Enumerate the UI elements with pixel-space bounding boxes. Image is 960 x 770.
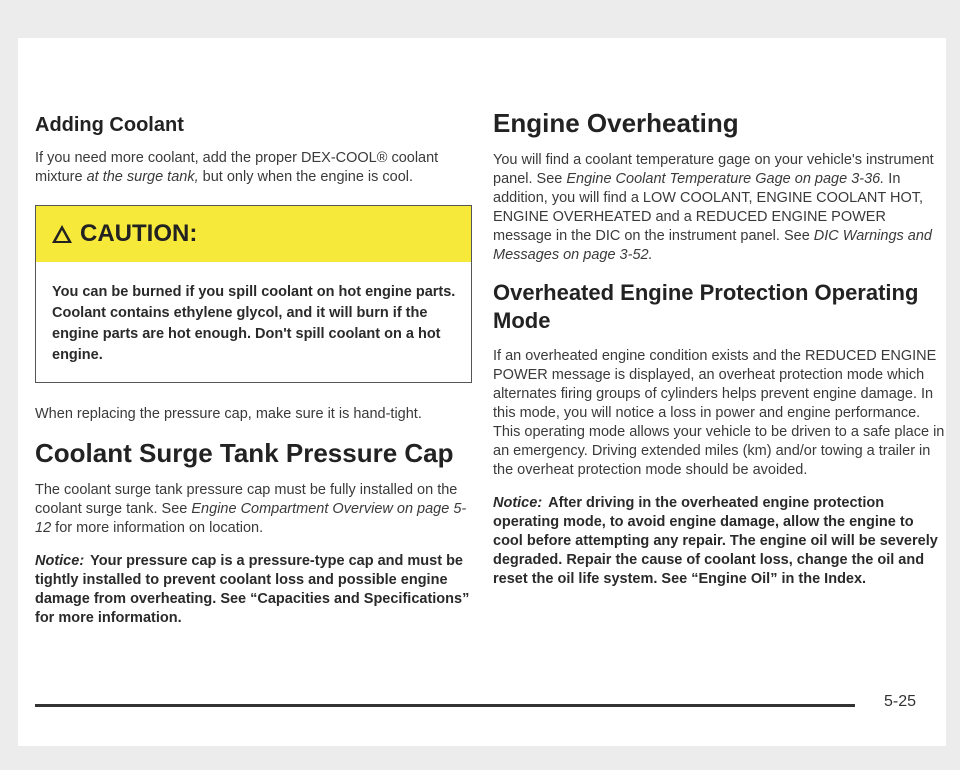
adding-coolant-paragraph: If you need more coolant, add the proper DEX-COOL® coolant mixture at the surge tank, but only when the engine is cool. xyxy=(35,150,439,185)
warning-triangle-icon xyxy=(52,225,72,243)
replace-cap-paragraph: When replacing the pressure cap, make sure it is hand-tight. xyxy=(35,406,422,422)
protection-mode-heading: Overheated Engine Protection Operating Mode xyxy=(493,280,919,333)
overheat-notice: Notice: After driving in the overheated engine protection operating mode, to avoid engine damage, allow the engine to cool before attempting any repair. The engine oil will be severely degraded. Repair the cause of coolant loss, change the oil and reset the oil life system. See “Engine Oil” in the Index. xyxy=(493,495,938,587)
pressure-cap-paragraph: The coolant surge tank pressure cap must be fully installed on the coolant surge tank. See Engine Compartment Overview on page 5-12 for more information on location. xyxy=(35,482,467,536)
engine-overheating-paragraph: You will find a coolant temperature gage on your vehicle's instrument panel. See Engine Coolant Temperature Gage on page 3-36. In addition, you will find a LOW COOLANT, ENGINE COOLANT HOT, ENGINE OVERHEATED and a REDUCED ENGINE POWER message in the DIC on the instrument panel. See DIC Warnings and Messages on page 3-52. xyxy=(493,152,934,263)
pressure-cap-notice: Notice: Your pressure cap is a pressure-type cap and must be tightly installed to prevent coolant loss and possible engine damage from overheating. See “Capacities and Specifications” for more information. xyxy=(35,553,470,626)
caution-header xyxy=(36,206,471,262)
protection-mode-paragraph: If an overheated engine condition exists and the REDUCED ENGINE POWER message is displayed, an overheat protection mode which alternates firing groups of cylinders helps prevent engine damage. In this mode, you will notice a loss in power and engine performance. This operating mode allows your vehicle to be driven to a safe place in an emergency. Driving extended miles (km) and/or towing a trailer in the overheat protection mode should be avoided. xyxy=(493,348,945,478)
caution-text: You can be burned if you spill coolant on hot engine parts. Coolant contains ethylene glycol, and it will burn if the engine parts are hot enough. Don't spill coolant on a hot engine. xyxy=(52,284,456,363)
pressure-cap-heading: Coolant Surge Tank Pressure Cap xyxy=(35,438,454,468)
page-number: 5-25 xyxy=(884,693,917,710)
manual-page xyxy=(18,38,946,746)
engine-overheating-heading: Engine Overheating xyxy=(493,108,739,138)
footer-rule xyxy=(35,704,855,707)
adding-coolant-heading: Adding Coolant xyxy=(35,114,184,136)
caution-title: CAUTION: xyxy=(80,220,198,247)
caution-box xyxy=(35,205,472,383)
left-column xyxy=(35,114,475,642)
right-column xyxy=(493,108,945,603)
